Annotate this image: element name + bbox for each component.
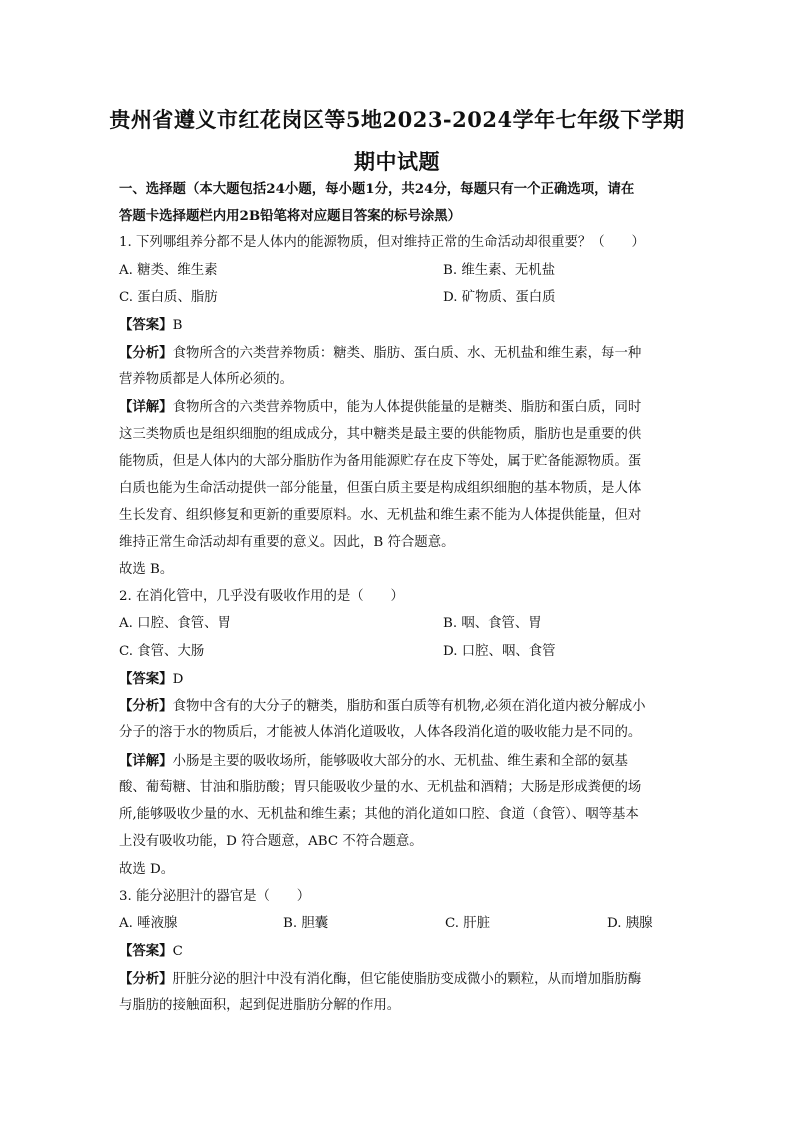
q3-analysis-line-2: 与脂肪的接触面积，起到促进脂肪分解的作用。	[119, 998, 401, 1013]
q1-option-a: A. 糖类、维生素	[119, 263, 218, 278]
q2-detail-line-4: 上没有吸收功能，D 符合题意，ABC 不符合题意。	[119, 834, 423, 849]
analysis-text: 肝脏分泌的胆汁中没有消化酶，但它能使脂肪变成微小的颗粒，从而增加脂肪酶	[172, 972, 642, 987]
q1-detail-line-3: 能物质，但是人体内的大部分脂肪作为备用能源贮存在皮下等处，属于贮备能源物质。蛋	[119, 454, 642, 469]
q3-option-c: C. 肝脏	[445, 916, 491, 931]
q2-answer	[119, 670, 183, 689]
q3-answer	[119, 942, 183, 961]
q2-analysis-line-2: 分子的溶于水的物质后，才能被人体消化道吸收，人体各段消化道的吸收能力是不同的。	[119, 725, 642, 740]
q2-analysis-line-1	[119, 697, 646, 716]
answer-value: C	[172, 944, 183, 959]
q3-analysis-line-1	[119, 970, 641, 989]
q3-option-d: D. 胰腺	[607, 916, 653, 931]
answer-value: D	[172, 672, 184, 687]
q2-choose: 故选 D。	[119, 862, 175, 877]
q2-detail-line-1	[119, 752, 628, 771]
answer-value: B	[172, 318, 183, 333]
detail-text: 食物所含的六类营养物质中，能为人体提供能量的是糖类、脂肪和蛋白质，同时	[172, 400, 642, 415]
q1-detail-line-5: 生长发育、组织修复和更新的重要原料。水、无机盐和维生素不能为人体提供能量，但对	[119, 508, 642, 523]
q1-option-c: C. 蛋白质、脂肪	[119, 290, 218, 305]
answer-label: 【答案】	[119, 671, 173, 687]
analysis-text: 食物中含有的大分子的糖类，脂肪和蛋白质等有机物,必须在消化道内被分解成小	[172, 699, 646, 714]
q1-option-b: B. 维生素、无机盐	[443, 263, 556, 278]
analysis-label: 【分析】	[119, 345, 173, 361]
q2-option-a: A. 口腔、食管、胃	[119, 616, 231, 631]
detail-label: 【详解】	[119, 753, 173, 769]
analysis-label: 【分析】	[119, 971, 173, 987]
analysis-text: 食物所含的六类营养物质：糖类、脂肪、蛋白质、水、无机盐和维生素，每一种	[172, 346, 642, 361]
analysis-label: 【分析】	[119, 698, 173, 714]
q1-option-d: D. 矿物质、蛋白质	[443, 290, 556, 305]
q1-answer	[119, 316, 182, 335]
title-line-2: 期中试题	[354, 149, 440, 174]
q2-detail-line-2: 酸、葡萄糖、甘油和脂肪酸；胃只能吸收少量的水、无机盐和酒精；大肠是形成粪便的场	[119, 780, 642, 795]
q3-option-b: B. 胆囊	[283, 916, 329, 931]
q3-option-a: A. 唾液腺	[119, 916, 178, 931]
q1-detail-line-1	[119, 398, 641, 417]
section-heading-line-2: 答题卡选择题栏内用2B铅笔将对应题目答案的标号涂黑）	[119, 208, 462, 224]
q1-choose: 故选 B。	[119, 562, 174, 577]
q3-stem: 3. 能分泌胆汁的器官是（ ）	[119, 889, 311, 904]
answer-label: 【答案】	[119, 943, 173, 959]
q1-detail-line-6: 维持正常生命活动却有重要的意义。因此，B 符合题意。	[119, 535, 455, 550]
q1-stem: 1. 下列哪组养分都不是人体内的能源物质，但对维持正常的生命活动却很重要？（ ）	[119, 235, 645, 250]
q1-analysis-line-1	[119, 344, 641, 363]
q1-analysis-line-2: 营养物质都是人体所必须的。	[119, 372, 294, 387]
q2-detail-line-3: 所,能够吸收少量的水、无机盐和维生素；其他的消化道如口腔、食道（食管）、咽等基本	[119, 807, 639, 822]
q1-detail-line-2: 这三类物质也是组织细胞的组成成分，其中糖类是最主要的供能物质，脂肪也是重要的供	[119, 427, 642, 442]
q2-option-b: B. 咽、食管、胃	[443, 616, 542, 631]
detail-text: 小肠是主要的吸收场所，能够吸收大部分的水、无机盐、维生素和全部的氨基	[172, 754, 628, 769]
q2-stem: 2. 在消化管中，几乎没有吸收作用的是（ ）	[119, 589, 404, 604]
q1-detail-line-4: 白质也能为生命活动提供一部分能量，但蛋白质主要是构成组织细胞的基本物质，是人体	[119, 481, 642, 496]
q2-option-c: C. 食管、大肠	[119, 644, 205, 659]
answer-label: 【答案】	[119, 317, 173, 333]
detail-label: 【详解】	[119, 399, 173, 415]
title-line-1: 贵州省遵义市红花岗区等5地2023-2024学年七年级下学期	[109, 107, 685, 132]
section-heading-line-1: 一、选择题（本大题包括24小题，每小题1分，共24分，每题只有一个正确选项，请在	[119, 181, 635, 197]
q2-option-d: D. 口腔、咽、食管	[443, 644, 556, 659]
